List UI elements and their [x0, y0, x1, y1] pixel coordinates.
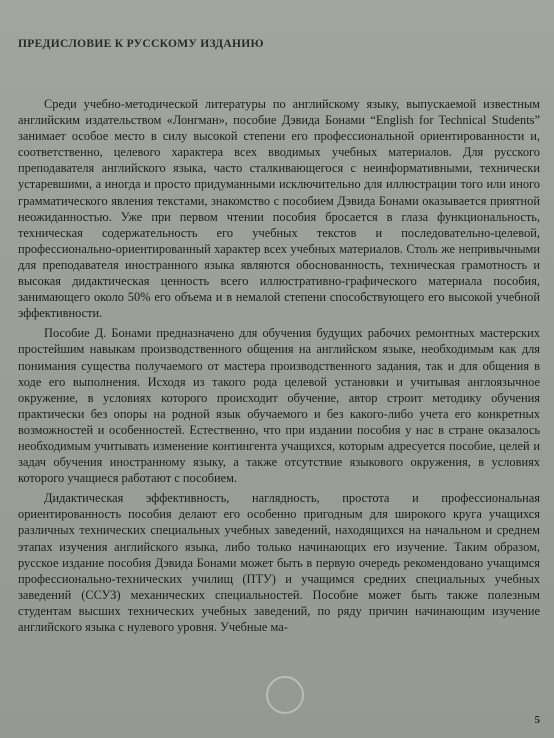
paragraph-1: Среди учебно-методической литературы по английскому языку, выпускаемой известным английским издательством «Лонгман», пособие Дэвида Бонами “English for Technical Students” занимает особое место в силу высокой степени его профессиональной ориентированности и, соответственно, целевого характера всех вводимых учебных материалов. Для русского преподавателя английского языка, часто сталкивающегося с неинформативными, технически устаревшими, а иногда и просто придуманными исключительно для иллюстрации того или иного грамматического явления текстами, знакомство с пособием Дэвида Бонами оказывается приятной неожиданностью. Уже при первом чтении пособия бросается в глаза функциональность, техническая содержательность его учебных текстов и последовательно-целевой, профессионально-ориентированный характер всех учебных материалов. Столь же непривычными для преподавателя иностранного языка являются обоснованность, техническая грамотность и высокая дидактическая ценность всего иллюстративно-графического материала пособия, занимающего около 50% его объема и в немалой степени способствующего его высокой учебной эффективности.	[18, 97, 540, 321]
page-number: 5	[534, 714, 540, 726]
paragraph-3: Дидактическая эффективность, наглядность, простота и профессиональная ориентированность пособия делают его особенно пригодным для широкого круга учащихся различных технических специальных учебных заведений, находящихся на начальном и среднем этапах изучения английского языка, либо только начинающих его изучение. Таким образом, русское издание пособия Дэвида Бонами может быть в первую очередь рекомендовано учащимся профессионально-технических училищ (ПТУ) и учащимся средних специальных учебных заведений (ССУЗ) механических специальностей. Пособие может быть также полезным студентам высших технических учебных заведений, по ряду причин начинающим изучение английского языка с нулевого уровня. Учебные ма-	[18, 491, 540, 634]
paragraph-2: Пособие Д. Бонами предназначено для обучения будущих рабочих ремонтных мастерских простейшим навыкам производственного общения на английском языке, необходимым как для понимания существа получаемого от мастера производственного задания, так и для общения в ходе его выполнения. Исходя из такого рода целевой установки и учитывая англоязычное окружение, в условиях которого происходит обучение, автор строит методику обучения практически без опоры на родной язык обучаемого и без какого-либо учета его конкретных возможностей и особенностей. Естественно, что при издании пособия у нас в стране оказалось необходимым учитывать изменение контингента учащихся, которым адресуется пособие, целей и задач обучения иностранному языку, а также отсутствие языкового окружения, в условиях которого учащиеся работают с пособием.	[18, 326, 540, 486]
running-header: ПРЕДИСЛОВИЕ К РУССКОМУ ИЗДАНИЮ	[18, 38, 264, 50]
body-text	[18, 96, 540, 639]
watermark-logo	[266, 676, 304, 714]
